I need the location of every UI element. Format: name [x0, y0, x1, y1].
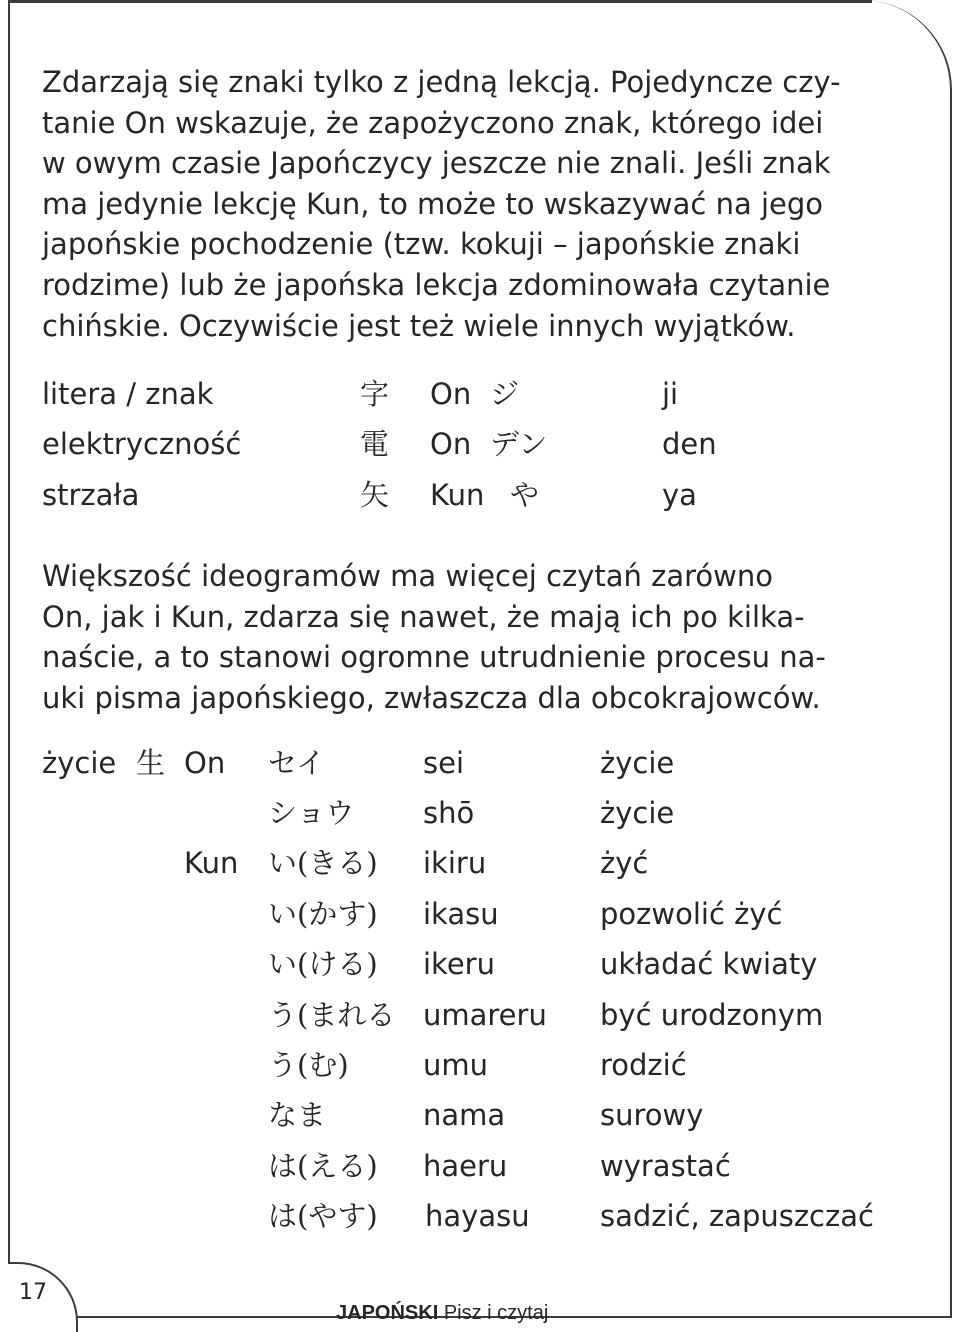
example-kana: ジ	[490, 377, 520, 411]
reading-romaji: shō	[423, 796, 475, 830]
example-kanji: 電	[360, 427, 390, 461]
example-meaning: strzała	[42, 478, 140, 512]
text-line: Zdarzają się znaki tylko z jedną lekcją. Pojedyncze czy-	[42, 65, 841, 99]
reading-kana: ショウ	[268, 796, 355, 830]
book-title	[336, 1302, 548, 1325]
reading-romaji: ikeru	[423, 947, 495, 981]
reading-meaning: życie	[600, 796, 675, 830]
text-line: tanie On wskazuje, że zapożyczono znak, którego idei	[42, 105, 824, 140]
reading-type: On	[184, 746, 226, 780]
reading-meaning: układać kwiaty	[600, 947, 818, 981]
example-romaji: den	[662, 427, 717, 461]
reading-meaning: surowy	[600, 1098, 704, 1132]
text-line: rodzime) lub że japońska lekcja zdominowała czytanie	[42, 267, 831, 302]
reading-kana: う(まれる	[268, 998, 396, 1032]
text-line: japońskie pochodzenie (tzw. kokuji – japońskie znaki	[42, 227, 801, 262]
reading-romaji: hayasu	[425, 1199, 530, 1233]
book-subtitle: Pisz i czytaj	[443, 1302, 549, 1324]
sei-kanji: 生	[136, 746, 166, 780]
page-number: 17	[19, 1280, 47, 1305]
text-line: Większość ideogramów ma więcej czytań zarówno	[42, 559, 774, 593]
reading-kana: い(かす)	[268, 897, 378, 931]
example-reading-type: Kun	[430, 478, 485, 512]
text-line: uki pisma japońskiego, zwłaszcza dla obcokrajowców.	[42, 680, 821, 715]
intro-paragraph	[42, 62, 922, 346]
text-line: ma jedynie lekcję Kun, to może to wskazywać na jego	[42, 186, 824, 221]
reading-kana: なま	[268, 1098, 327, 1132]
text-line: naście, a to stanowi ogromne utrudnienie procesu na-	[42, 640, 826, 675]
example-meaning: litera / znak	[42, 377, 214, 411]
text-line: On, jak i Kun, zdarza się nawet, że mają ich po kilka-	[42, 599, 805, 634]
text-line: chińskie. Oczywiście jest też wiele innych wyjątków.	[42, 308, 796, 343]
reading-romaji: nama	[423, 1098, 506, 1132]
example-romaji: ya	[662, 478, 697, 512]
example-romaji: ji	[662, 377, 679, 411]
example-kana: デン	[490, 427, 548, 461]
reading-romaji: umareru	[423, 998, 547, 1032]
example-kanji: 字	[360, 377, 390, 411]
reading-meaning: być urodzonym	[600, 998, 824, 1032]
reading-kana: は(やす)	[268, 1199, 378, 1233]
example-reading-type: On	[430, 377, 472, 411]
reading-kana: い(ける)	[268, 947, 378, 981]
reading-romaji: sei	[423, 746, 465, 780]
reading-romaji: ikasu	[423, 897, 499, 931]
text-line: w owym czasie Japończycy jeszcze nie znali. Jeśli znak	[42, 146, 831, 181]
reading-kana: い(きる)	[268, 846, 378, 880]
reading-kana: セイ	[268, 746, 326, 780]
reading-type: Kun	[184, 846, 239, 880]
book-brand: JAPOŃSKI	[336, 1302, 439, 1324]
example-meaning: elektryczność	[42, 427, 242, 461]
reading-romaji: umu	[423, 1048, 489, 1082]
reading-meaning: rodzić	[600, 1048, 687, 1082]
sei-word: życie	[42, 746, 117, 780]
example-kanji: 矢	[360, 478, 390, 512]
reading-meaning: życie	[600, 746, 675, 780]
reading-kana: う(む)	[268, 1048, 349, 1082]
reading-meaning: sadzić, zapuszczać	[600, 1199, 874, 1233]
readings-paragraph	[42, 556, 922, 718]
example-kana: や	[510, 478, 540, 512]
reading-meaning: pozwolić żyć	[600, 897, 783, 931]
reading-romaji: ikiru	[423, 846, 487, 880]
example-reading-type: On	[430, 427, 472, 461]
reading-kana: は(える)	[268, 1149, 378, 1183]
reading-meaning: żyć	[600, 846, 649, 880]
reading-meaning: wyrastać	[600, 1149, 731, 1183]
reading-romaji: haeru	[423, 1149, 508, 1183]
